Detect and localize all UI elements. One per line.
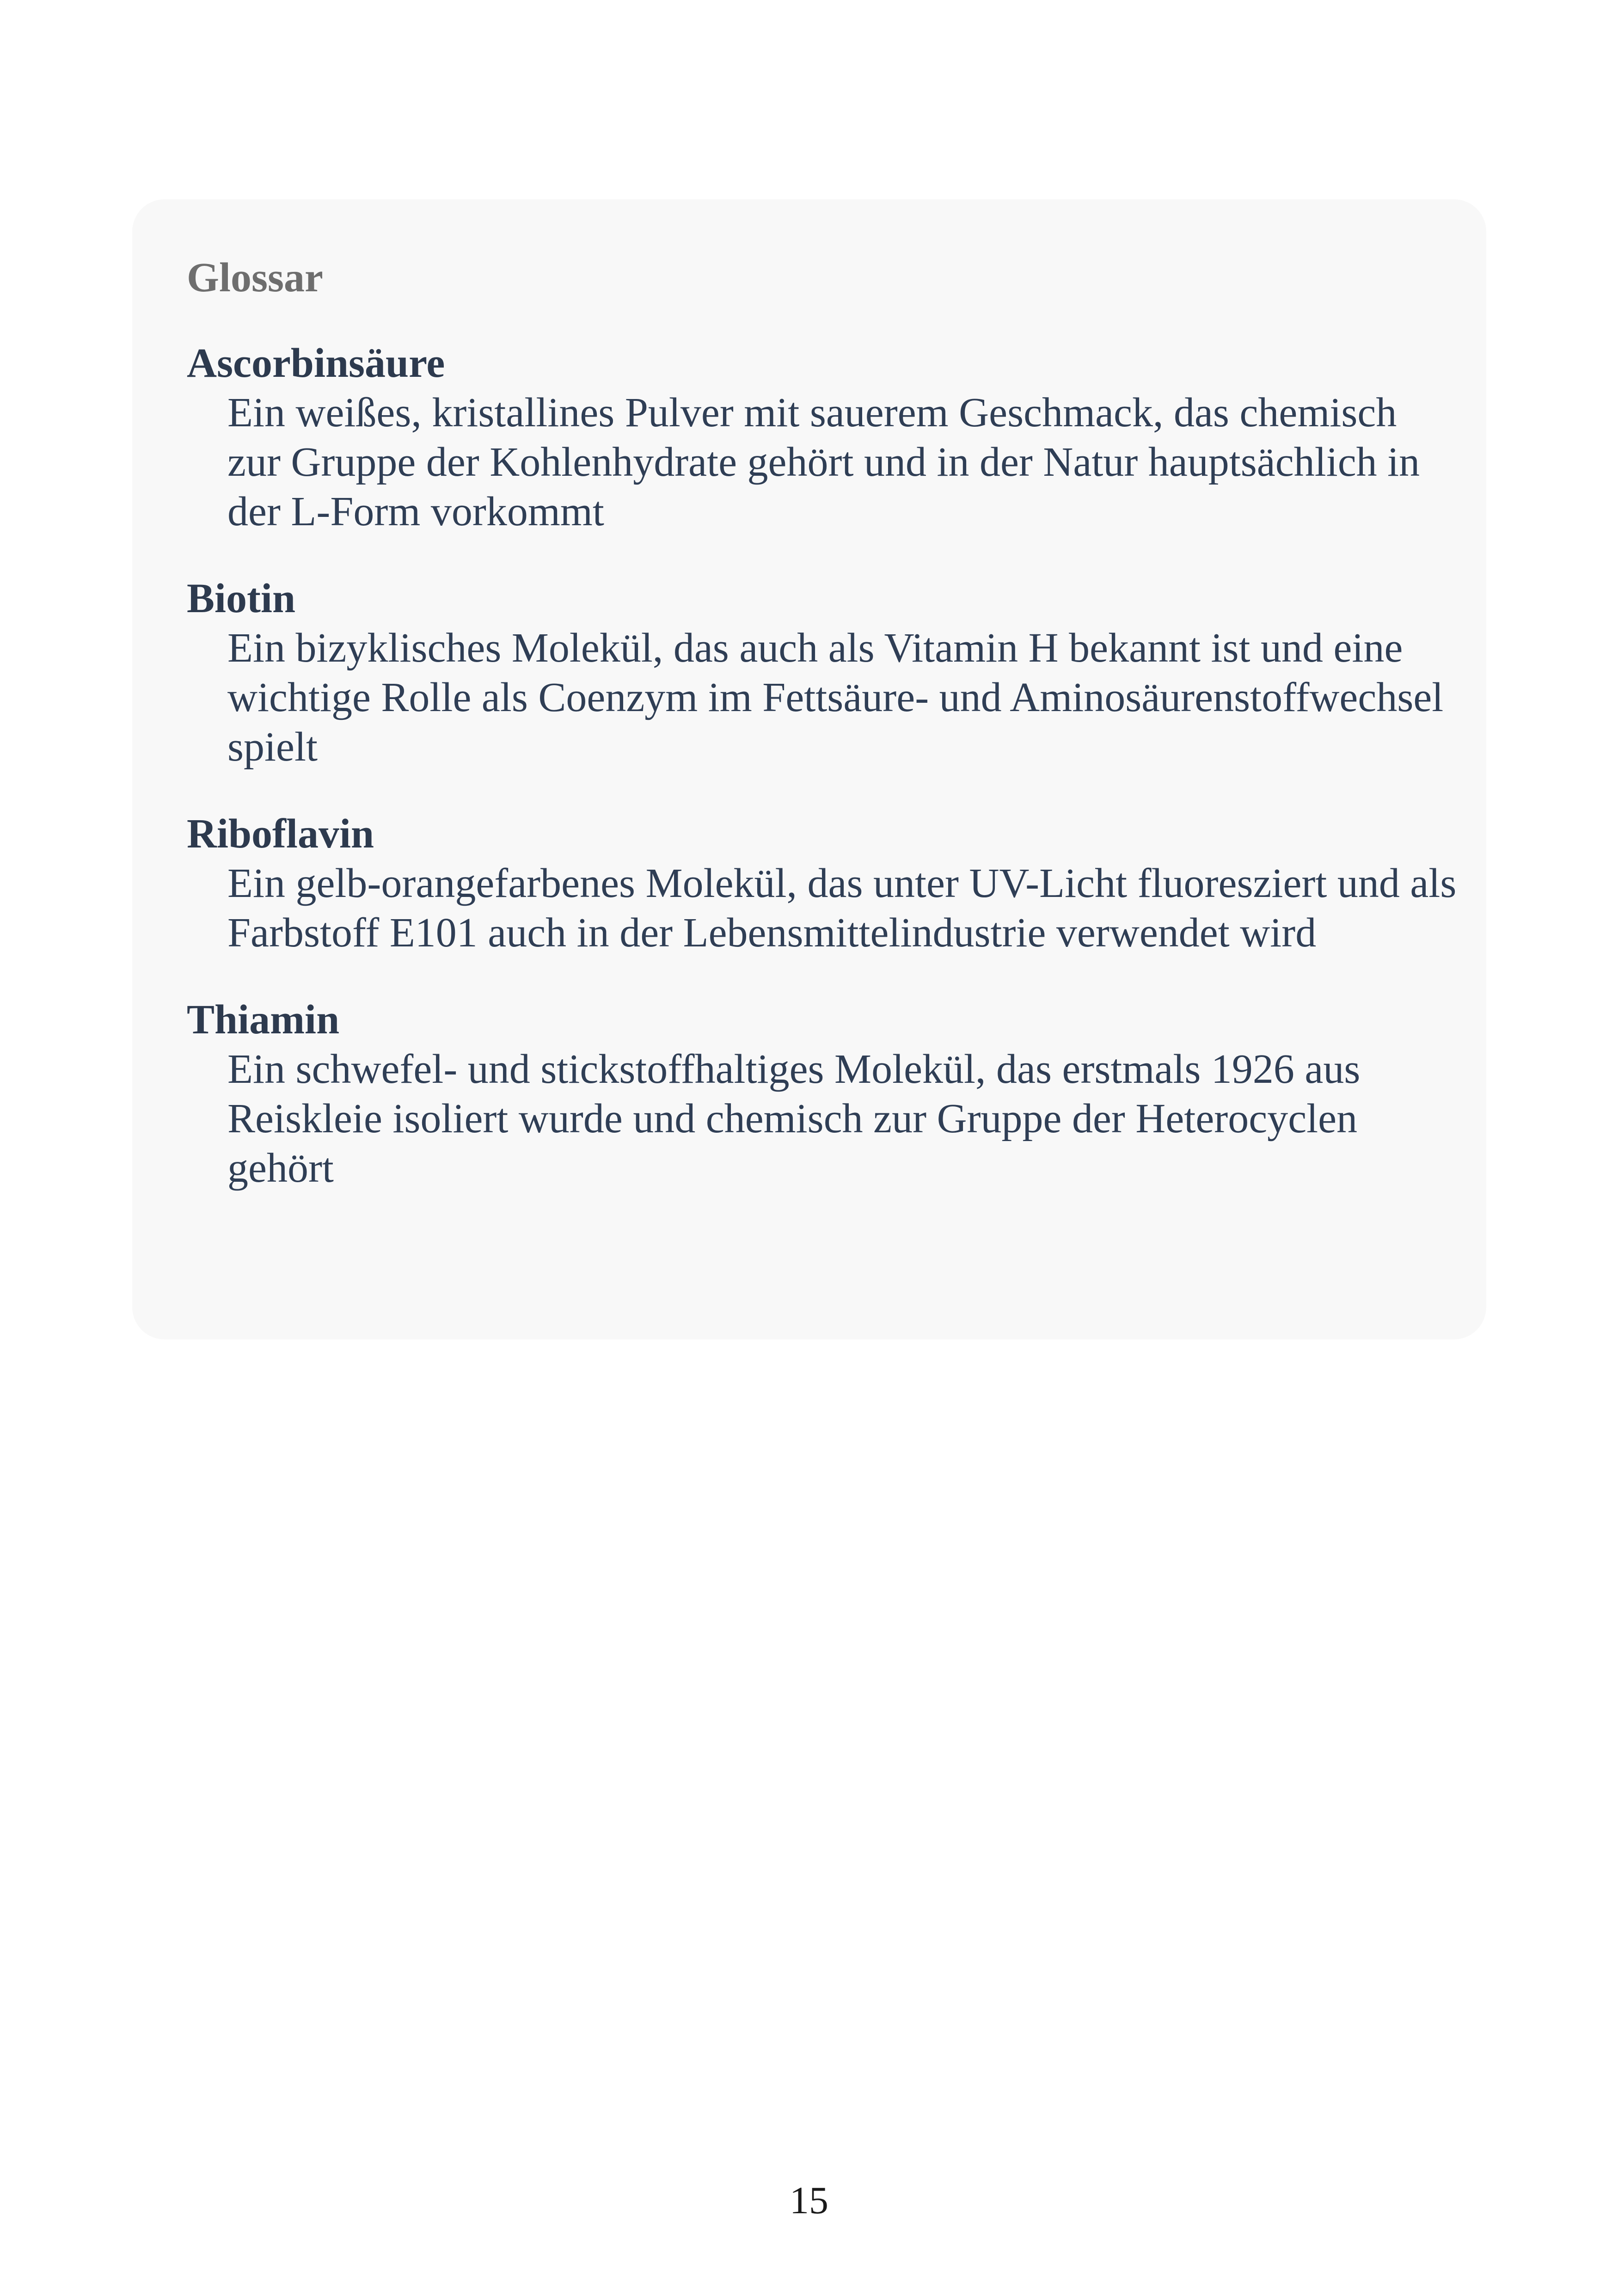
glossary-definition: Ein bizyklisches Molekül, das auch als Vitamin H bekannt ist und eine wichtige Rolle als Coenzym im Fettsäure- und Aminosäurenstoffwechsel spielt	[227, 625, 1444, 770]
glossary-entry-biotin	[187, 574, 1486, 772]
glossary-term: Biotin	[187, 576, 296, 621]
glossary-list	[187, 339, 1486, 1193]
glossary-definition: Ein weißes, kristallines Pulver mit sauerem Geschmack, das chemisch zur Gruppe der Kohlenhydrate gehört und in der Natur hauptsächlich in der L-Form vorkommt	[227, 390, 1420, 534]
glossary-term: Ascorbinsäure	[187, 340, 445, 386]
page-number: 15	[790, 2179, 828, 2222]
glossary-term: Riboflavin	[187, 811, 374, 857]
glossary-term: Thiamin	[187, 997, 340, 1043]
glossary-entry-thiamin	[187, 995, 1486, 1193]
glossary-definition: Ein gelb-orangefarbenes Molekül, das unter UV-Licht fluoresziert und als Farbstoff E101 auch in der Lebensmittelindustrie verwendet wird	[227, 860, 1457, 956]
glossary-definition: Ein schwefel- und stickstoffhaltiges Molekül, das erstmals 1926 aus Reiskleie isoliert wurde und chemisch zur Gruppe der Heterocyclen gehört	[227, 1046, 1361, 1191]
glossary-entry-riboflavin	[187, 810, 1486, 958]
glossary-box	[132, 199, 1486, 1339]
glossary-title: Glossar	[187, 255, 324, 301]
glossary-entry-ascorbinsaeure	[187, 339, 1486, 536]
